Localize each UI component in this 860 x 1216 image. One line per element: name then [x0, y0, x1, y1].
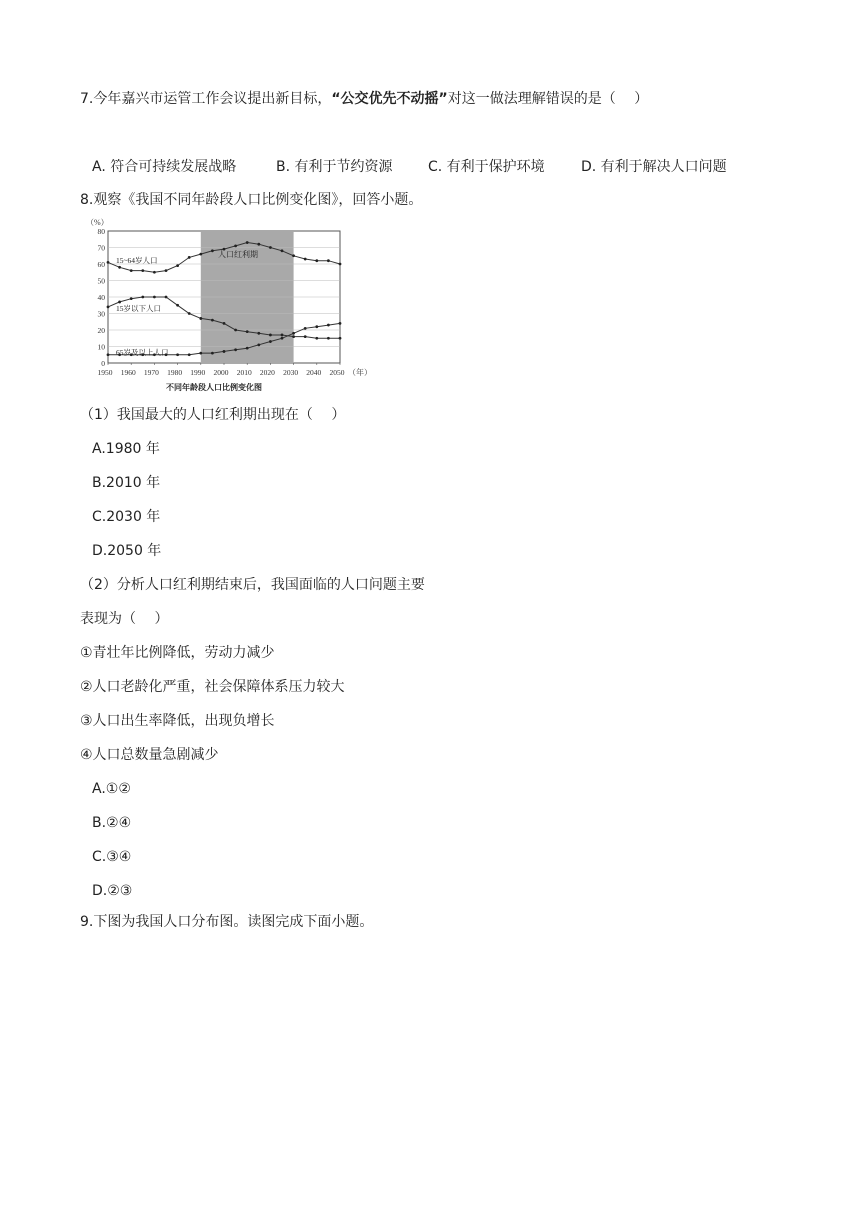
data-point [281, 337, 284, 340]
y-tick-label: 0 [101, 359, 105, 368]
data-point [234, 329, 237, 332]
data-point [269, 334, 272, 337]
q7-option-d[interactable]: D. 有利于解决人口问题 [581, 159, 727, 175]
data-point [176, 264, 179, 267]
data-point [327, 259, 330, 262]
data-point [339, 337, 342, 340]
q8-sub2-item-4: ④人口总数量急剧减少 [80, 747, 219, 763]
y-tick-label: 30 [97, 309, 105, 319]
x-tick-label: 2050 [329, 368, 345, 377]
data-point [234, 348, 237, 351]
y-tick-label: 20 [97, 326, 105, 335]
x-tick-label: 1960 [120, 368, 136, 377]
q8-sub1-option-d[interactable]: D.2050 年 [92, 543, 162, 559]
x-tick-label: 2030 [283, 368, 299, 377]
data-point [165, 296, 168, 299]
data-point [118, 301, 121, 304]
chart-title: 不同年龄段人口比例变化图 [166, 383, 262, 392]
data-point [339, 263, 342, 266]
data-point [141, 269, 144, 272]
data-point [176, 304, 179, 307]
q8-stem: 8.观察《我国不同年龄段人口比例变化图》，回答小题。 [80, 192, 423, 208]
data-point [130, 269, 133, 272]
data-point [199, 253, 202, 256]
series-label-65-plus: 65岁及以上人口 [116, 348, 169, 357]
q7-option-a[interactable]: A. 符合可持续发展战略 [92, 159, 237, 175]
series-label-under-15: 15岁以下人口 [116, 304, 161, 313]
data-point [107, 353, 110, 356]
data-point [315, 259, 318, 262]
x-tick-label: 1990 [190, 368, 206, 377]
data-point [165, 269, 168, 272]
data-point [118, 266, 121, 269]
data-point [327, 324, 330, 327]
q8-sub2-item-3: ③人口出生率降低，出现负增长 [80, 713, 275, 729]
y-tick-label: 40 [97, 293, 105, 302]
data-point [153, 296, 156, 299]
q8-sub1-stem: （1）我国最大的人口红利期出现在（ ） [80, 407, 346, 423]
data-point [107, 306, 110, 309]
data-point [292, 335, 295, 338]
data-point [327, 337, 330, 340]
y-axis-unit: （%） [86, 218, 109, 227]
x-tick-labels [98, 363, 345, 377]
x-tick-label: 2040 [306, 368, 322, 377]
y-tick-label: 70 [97, 243, 105, 253]
q7-option-b[interactable]: B. 有利于节约资源 [276, 159, 393, 175]
data-point [339, 322, 342, 325]
data-point [257, 243, 260, 246]
data-point [281, 249, 284, 252]
q7-stem-prefix: 7.今年嘉兴市运管工作会议提出新目标， [80, 91, 332, 107]
q9-stem: 9.下图为我国人口分布图。读图完成下面小题。 [80, 914, 374, 930]
y-tick-label: 10 [97, 342, 105, 352]
q8-sub2-option-d[interactable]: D.②③ [92, 883, 133, 899]
y-tick-labels [98, 227, 106, 368]
data-point [130, 297, 133, 300]
q7-stem-suffix: 对这一做法理解错误的是（ ） [447, 91, 649, 107]
data-point [211, 249, 214, 252]
data-point [107, 261, 110, 264]
y-tick-label: 50 [97, 276, 105, 286]
data-point [223, 322, 226, 325]
x-tick-label: 1980 [167, 368, 183, 377]
data-point [188, 353, 191, 356]
q8-sub1-option-c[interactable]: C.2030 年 [92, 509, 161, 525]
q8-sub2-stem-line1: （2）分析人口红利期结束后，我国面临的人口问题主要 [80, 577, 425, 593]
q8-sub2-stem-line2: 表现为（ ） [80, 611, 169, 627]
q7-stem [80, 89, 648, 109]
data-point [304, 335, 307, 338]
x-axis-unit: （年） [348, 368, 372, 377]
q8-sub2-item-1: ①青壮年比例降低，劳动力减少 [80, 645, 275, 661]
x-tick-label: 1950 [97, 368, 113, 377]
q7-stem-bold: “公交优先不动摇” [331, 91, 448, 107]
data-point [315, 325, 318, 328]
data-point [246, 241, 249, 244]
x-tick-label: 2010 [236, 368, 252, 377]
data-point [211, 319, 214, 322]
data-point [257, 332, 260, 335]
data-point [281, 334, 284, 337]
population-ratio-chart [86, 214, 372, 396]
data-point [199, 352, 202, 355]
data-point [223, 350, 226, 353]
data-point [269, 246, 272, 249]
x-tick-label: 2000 [213, 368, 229, 377]
data-point [199, 317, 202, 320]
q8-sub1-option-a[interactable]: A.1980 年 [92, 441, 160, 457]
q7-option-c[interactable]: C. 有利于保护环境 [428, 159, 545, 175]
data-point [188, 256, 191, 259]
data-point [141, 296, 144, 299]
x-tick-label: 1970 [143, 368, 159, 377]
data-point [211, 352, 214, 355]
q8-sub2-option-a[interactable]: A.①② [92, 781, 131, 797]
data-point [304, 258, 307, 261]
q8-sub2-option-c[interactable]: C.③④ [92, 849, 132, 865]
data-point [292, 254, 295, 257]
data-point [176, 353, 179, 356]
data-point [188, 312, 191, 315]
data-point [246, 330, 249, 333]
data-point [315, 337, 318, 340]
data-point [246, 347, 249, 350]
data-point [269, 340, 272, 343]
q8-sub2-option-b[interactable]: B.②④ [92, 815, 132, 831]
series-label-15-64: 15~64岁人口 [116, 256, 158, 265]
y-tick-label: 80 [97, 227, 105, 236]
data-point [257, 343, 260, 346]
x-tick-label: 2020 [259, 368, 275, 377]
shade-label: 人口红利期 [218, 250, 258, 259]
data-point [234, 244, 237, 247]
q8-sub1-option-b[interactable]: B.2010 年 [92, 475, 161, 491]
data-point [292, 332, 295, 335]
q8-sub2-item-2: ②人口老龄化严重，社会保障体系压力较大 [80, 679, 345, 695]
data-point [304, 327, 307, 330]
y-tick-label: 60 [97, 260, 105, 269]
data-point [153, 271, 156, 274]
